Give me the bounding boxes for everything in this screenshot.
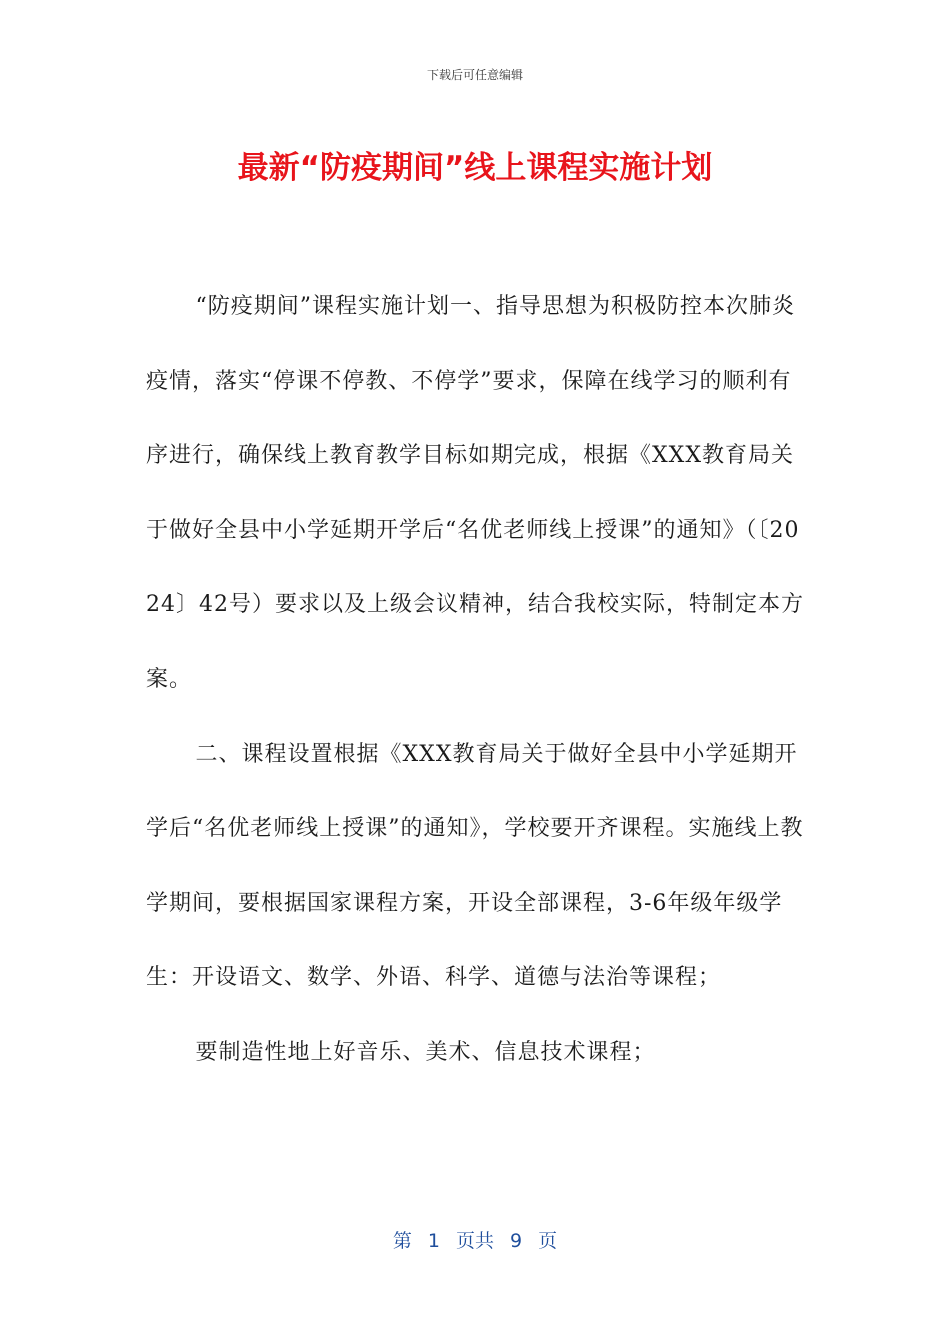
header-note: 下载后可任意编辑	[426, 68, 523, 82]
page-total: 9	[510, 1230, 523, 1252]
page-mid: 页共	[455, 1230, 494, 1252]
document-body	[146, 270, 806, 1091]
paragraph-course-setup: 二、课程设置根据《XXX教育局关于做好全县中小学延期开学后“名优老师线上授课”的通知》，学校要开齐课程。实施线上教学期间，要根据国家课程方案，开设全部课程，3-6年级年级学生：开设语文、数学、外语、科学、道德与法治等课程；	[146, 741, 804, 991]
page-prefix: 第	[392, 1230, 412, 1252]
paragraph-arts-courses: 要制造性地上好音乐、美术、信息技术课程；	[195, 1039, 656, 1065]
page-footer	[0, 1226, 950, 1253]
page-suffix: 页	[538, 1230, 558, 1252]
paragraph-guiding-ideology: “防疫期间”课程实施计划一、指导思想为积极防控本次肺炎疫情，落实“停课不停教、不停学”要求，保障在线学习的顺利有序进行，确保线上教育教学目标如期完成，根据《XXX教育局关于做好全县中小学延期开学后“名优老师线上授课”的通知》（〔2024〕42号）要求以及上级会议精神，结合我校实际，特制定本方案。	[146, 294, 804, 692]
document-title: 最新“防疫期间”线上课程实施计划	[237, 150, 713, 186]
page-current: 1	[427, 1230, 440, 1252]
